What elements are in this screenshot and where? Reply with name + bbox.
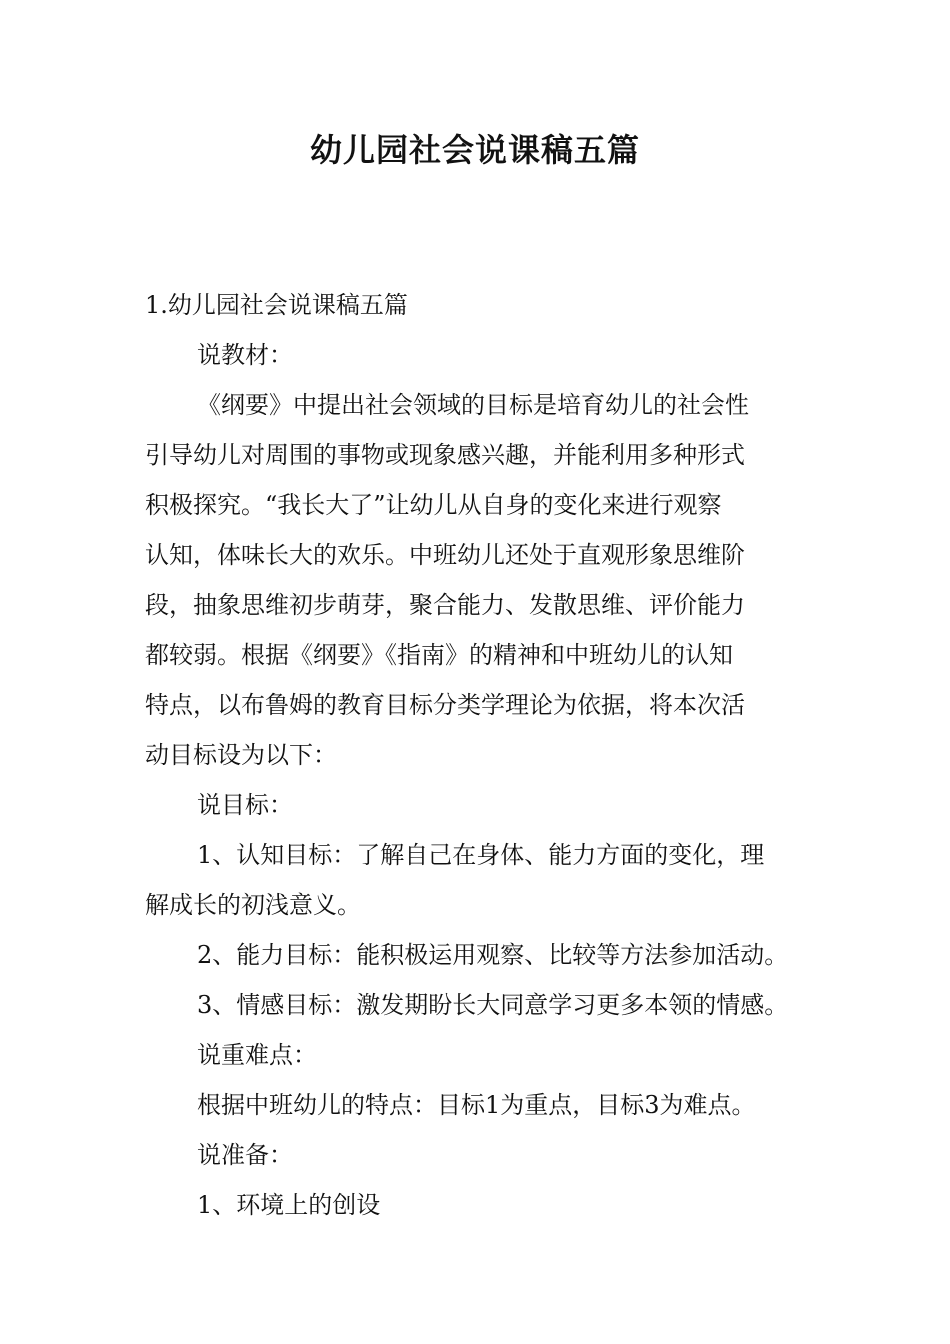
text-line: 说准备： [197, 1141, 293, 1169]
text-line: 认知，体味长大的欢乐。中班幼儿还处于直观形象思维阶 [145, 541, 745, 569]
text-line: 动目标设为以下： [145, 741, 337, 769]
text-line: 说目标： [197, 791, 293, 819]
text-line: 说重难点： [197, 1041, 317, 1069]
text-line: 2、能力目标：能积极运用观察、比较等方法参加活动。 [197, 941, 789, 969]
document-body [145, 280, 809, 1230]
text-line: 《纲要》中提出社会领域的目标是培育幼儿的社会性 [197, 391, 749, 419]
text-line: 解成长的初浅意义。 [145, 891, 361, 919]
text-line: 都较弱。根据《纲要》《指南》的精神和中班幼儿的认知 [145, 641, 733, 669]
document-title: 幼儿园社会说课稿五篇 [309, 131, 640, 169]
text-line: 说教材： [197, 341, 293, 369]
text-line: 积极探究。“我长大了”让幼儿从自身的变化来进行观察 [145, 491, 722, 519]
text-line: 段，抽象思维初步萌芽，聚合能力、发散思维、评价能力 [145, 591, 745, 619]
text-line: 1、环境上的创设 [197, 1191, 381, 1219]
text-line: 1.幼儿园社会说课稿五篇 [145, 291, 408, 319]
text-line: 引导幼儿对周围的事物或现象感兴趣，并能利用多种形式 [145, 441, 745, 469]
text-line: 3、情感目标：激发期盼长大同意学习更多本领的情感。 [197, 991, 789, 1019]
text-line: 根据中班幼儿的特点：目标1为重点，目标3为难点。 [197, 1091, 756, 1119]
text-line: 1、认知目标：了解自己在身体、能力方面的变化，理 [197, 841, 765, 869]
text-line: 特点，以布鲁姆的教育目标分类学理论为依据，将本次活 [145, 691, 745, 719]
